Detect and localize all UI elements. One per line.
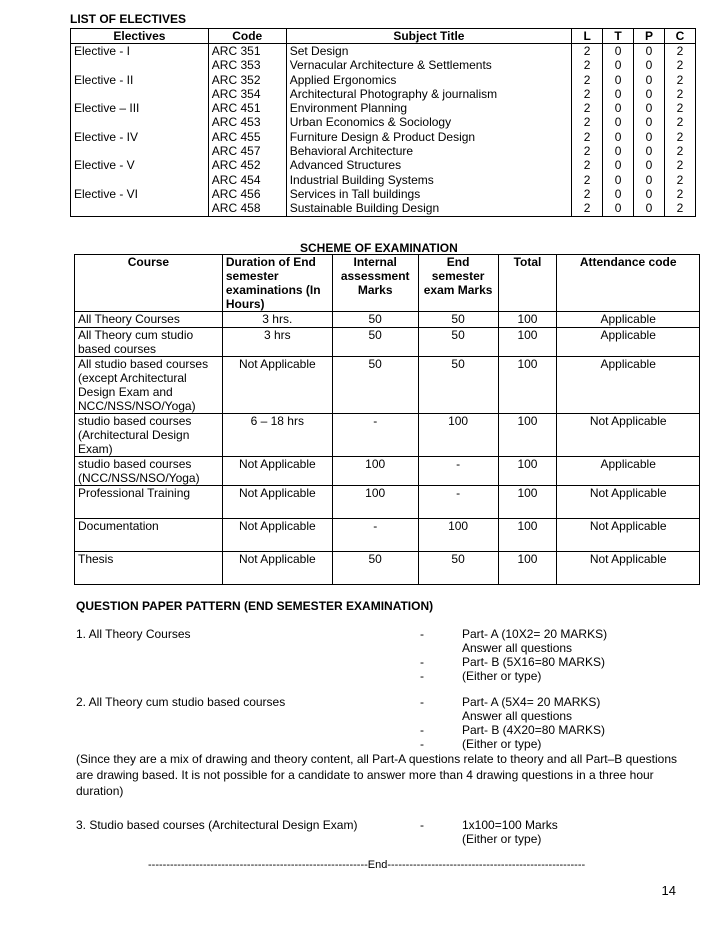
table-cell: ARC 458 — [208, 201, 286, 216]
table-cell: Elective - I — [71, 44, 209, 59]
table-cell: 2 — [572, 158, 603, 172]
table-cell: ARC 354 — [208, 87, 286, 101]
table-cell: Elective - IV — [71, 130, 209, 144]
table-row — [71, 44, 696, 59]
table-cell: 2 — [572, 58, 603, 72]
qp-item-1: 1. All Theory Courses — [76, 627, 191, 641]
table-cell: Advanced Structures — [286, 158, 571, 172]
table-cell: 0 — [603, 201, 634, 216]
table-cell: ARC 453 — [208, 115, 286, 129]
table-cell: ARC 352 — [208, 73, 286, 87]
table-cell: 2 — [572, 130, 603, 144]
table-row — [75, 414, 700, 457]
table-cell: 100 — [498, 357, 557, 414]
table-cell: Not Applicable — [222, 457, 332, 486]
table-cell: ARC 456 — [208, 187, 286, 201]
table-row — [71, 130, 696, 144]
table-cell: Architectural Photography & journalism — [286, 87, 571, 101]
qp-item-2-part-b: Part- B (4X20=80 MARKS) — [462, 723, 606, 737]
col-header: L — [572, 29, 603, 44]
table-cell: 2 — [665, 187, 696, 201]
qp-item-3: 3. Studio based courses (Architectural Design Exam) — [76, 818, 358, 832]
table-cell: 2 — [665, 158, 696, 172]
table-cell: 2 — [572, 87, 603, 101]
table-cell: - — [418, 457, 498, 486]
table-cell: Not Applicable — [222, 519, 332, 552]
col-header: Code — [208, 29, 286, 44]
table-cell: 6 – 18 hrs — [222, 414, 332, 457]
table-cell: 100 — [418, 414, 498, 457]
col-header: Subject Title — [286, 29, 571, 44]
table-cell: 2 — [665, 144, 696, 158]
table-cell: 0 — [634, 101, 665, 115]
table-cell: 0 — [634, 130, 665, 144]
table-cell: 0 — [603, 187, 634, 201]
table-cell: Sustainable Building Design — [286, 201, 571, 216]
table-cell: Vernacular Architecture & Settlements — [286, 58, 571, 72]
qp-item-2-part-a: Part- A (5X4= 20 MARKS) — [462, 695, 601, 709]
table-cell: 0 — [634, 87, 665, 101]
table-cell: 2 — [665, 58, 696, 72]
qp-item-3-note: (Either or type) — [462, 832, 542, 846]
table-cell: Elective - V — [71, 158, 209, 172]
table-cell: 0 — [603, 144, 634, 158]
table-cell: 2 — [665, 173, 696, 187]
table-cell: Services in Tall buildings — [286, 187, 571, 201]
table-cell: Not Applicable — [222, 357, 332, 414]
table-cell: 0 — [634, 44, 665, 59]
table-row — [75, 486, 700, 519]
dash: - — [420, 655, 424, 669]
table-row — [71, 101, 696, 115]
dash: - — [420, 737, 424, 751]
qp-item-2-part-a-note: Answer all questions — [462, 709, 573, 723]
qp-item-1-part-a-note: Answer all questions — [462, 641, 573, 655]
table-cell: 50 — [418, 328, 498, 357]
table-cell: Not Applicable — [557, 552, 700, 585]
dash: - — [420, 723, 424, 737]
table-cell: 0 — [603, 58, 634, 72]
table-cell: 2 — [572, 201, 603, 216]
col-header: Course — [75, 255, 223, 312]
table-cell: 0 — [634, 73, 665, 87]
col-header: Electives — [71, 29, 209, 44]
table-cell: Applied Ergonomics — [286, 73, 571, 87]
table-cell: Applicable — [557, 312, 700, 328]
table-row — [71, 73, 696, 87]
table-cell: 2 — [572, 187, 603, 201]
table-cell: 100 — [332, 486, 418, 519]
table-cell: Set Design — [286, 44, 571, 59]
table-cell: 50 — [332, 328, 418, 357]
table-cell: 100 — [498, 519, 557, 552]
electives-heading: LIST OF ELECTIVES — [70, 12, 187, 26]
table-row — [71, 87, 696, 101]
table-cell: 3 hrs. — [222, 312, 332, 328]
table-cell: Professional Training — [75, 486, 223, 519]
table-row — [71, 187, 696, 201]
electives-header-row — [71, 29, 696, 44]
table-cell: 2 — [572, 44, 603, 59]
table-cell — [71, 58, 209, 72]
qp-note: (Since they are a mix of drawing and theory content, all Part-A questions relate to theory and all Part–B questions are drawing based. It is not possible for a candidate to answer more than 4 drawing questions in a three hour duration) — [76, 752, 678, 798]
table-cell: 50 — [418, 357, 498, 414]
table-cell: 2 — [665, 130, 696, 144]
qp-item-2-part-b-note: (Either or type) — [462, 737, 542, 751]
col-header: Attendance code — [557, 255, 700, 312]
table-row — [75, 552, 700, 585]
table-cell: ARC 454 — [208, 173, 286, 187]
col-header: Duration of End semester examinations (In Hours) — [222, 255, 332, 312]
table-cell: ARC 451 — [208, 101, 286, 115]
table-cell: 2 — [572, 73, 603, 87]
table-cell: Behavioral Architecture — [286, 144, 571, 158]
dash: - — [420, 818, 424, 832]
table-cell: 2 — [665, 201, 696, 216]
table-row — [75, 312, 700, 328]
table-cell: 0 — [634, 158, 665, 172]
table-cell: Not Applicable — [557, 486, 700, 519]
table-cell: 50 — [332, 312, 418, 328]
table-cell: 100 — [498, 552, 557, 585]
table-cell: 0 — [603, 44, 634, 59]
col-header: Internal assessment Marks — [332, 255, 418, 312]
table-cell: Not Applicable — [557, 414, 700, 457]
table-cell: 0 — [634, 173, 665, 187]
table-cell: - — [332, 414, 418, 457]
table-cell: 100 — [498, 414, 557, 457]
table-cell: ARC 452 — [208, 158, 286, 172]
table-cell: 2 — [665, 87, 696, 101]
table-cell — [71, 201, 209, 216]
table-cell: Applicable — [557, 457, 700, 486]
table-cell: ARC 455 — [208, 130, 286, 144]
table-cell: Applicable — [557, 357, 700, 414]
exam-table — [74, 254, 700, 585]
col-header: C — [665, 29, 696, 44]
table-cell: ARC 457 — [208, 144, 286, 158]
qp-item-1-part-a: Part- A (10X2= 20 MARKS) — [462, 627, 608, 641]
table-cell: Applicable — [557, 328, 700, 357]
table-row — [75, 519, 700, 552]
table-row — [71, 201, 696, 216]
table-cell: Furniture Design & Product Design — [286, 130, 571, 144]
table-cell: 50 — [332, 552, 418, 585]
qp-item-2: 2. All Theory cum studio based courses — [76, 695, 286, 709]
table-cell: 3 hrs — [222, 328, 332, 357]
qp-heading: QUESTION PAPER PATTERN (END SEMESTER EXAMINATION) — [76, 599, 434, 613]
table-cell: 2 — [572, 144, 603, 158]
table-cell: Not Applicable — [222, 552, 332, 585]
table-cell: 100 — [332, 457, 418, 486]
table-cell: 2 — [572, 173, 603, 187]
table-cell: 0 — [603, 73, 634, 87]
col-header: P — [634, 29, 665, 44]
table-row — [71, 115, 696, 129]
table-cell: Not Applicable — [557, 519, 700, 552]
table-cell: 0 — [603, 87, 634, 101]
table-cell: 0 — [603, 158, 634, 172]
table-cell — [71, 144, 209, 158]
electives-table — [70, 28, 696, 217]
table-cell: 2 — [665, 115, 696, 129]
table-cell — [71, 87, 209, 101]
col-header: T — [603, 29, 634, 44]
table-row — [75, 357, 700, 414]
table-cell: Not Applicable — [222, 486, 332, 519]
qp-item-3-marks: 1x100=100 Marks — [462, 818, 558, 832]
table-cell: All Theory cum studio based courses — [75, 328, 223, 357]
table-cell: Elective - II — [71, 73, 209, 87]
table-cell: studio based courses (NCC/NSS/NSO/Yoga) — [75, 457, 223, 486]
table-cell: 50 — [332, 357, 418, 414]
table-cell — [71, 173, 209, 187]
table-cell: 0 — [634, 201, 665, 216]
dash: - — [420, 695, 424, 709]
table-cell — [71, 115, 209, 129]
table-cell: ARC 353 — [208, 58, 286, 72]
table-cell: 0 — [603, 101, 634, 115]
table-cell: ARC 351 — [208, 44, 286, 59]
table-cell: Documentation — [75, 519, 223, 552]
table-cell: All studio based courses (except Architectural Design Exam and NCC/NSS/NSO/Yoga) — [75, 357, 223, 414]
table-row — [75, 457, 700, 486]
table-row — [71, 173, 696, 187]
table-cell: 2 — [665, 73, 696, 87]
table-cell: Elective - VI — [71, 187, 209, 201]
col-header: End semester exam Marks — [418, 255, 498, 312]
dash: - — [420, 627, 424, 641]
table-cell: 50 — [418, 312, 498, 328]
table-cell: 2 — [572, 101, 603, 115]
col-header: Total — [498, 255, 557, 312]
table-cell: 2 — [665, 101, 696, 115]
table-cell: 0 — [603, 115, 634, 129]
table-cell: - — [332, 519, 418, 552]
exam-header-row — [75, 255, 700, 312]
table-cell: Thesis — [75, 552, 223, 585]
table-cell: 0 — [634, 187, 665, 201]
table-row — [71, 58, 696, 72]
qp-item-1-part-b-note: (Either or type) — [462, 669, 542, 683]
table-cell: 100 — [498, 328, 557, 357]
qp-item-1-part-b: Part- B (5X16=80 MARKS) — [462, 655, 606, 669]
end-line: ------------------------------------------------------------End------------------------------------------------------ — [148, 859, 586, 871]
table-cell: 0 — [634, 58, 665, 72]
dash: - — [420, 669, 424, 683]
table-row — [75, 328, 700, 357]
table-row — [71, 144, 696, 158]
table-cell: 100 — [498, 312, 557, 328]
exam-heading: SCHEME OF EXAMINATION — [300, 241, 458, 255]
table-cell: studio based courses (Architectural Design Exam) — [75, 414, 223, 457]
page-number: 14 — [661, 883, 676, 898]
table-row — [71, 158, 696, 172]
table-cell: 50 — [418, 552, 498, 585]
table-cell: 0 — [603, 130, 634, 144]
table-cell: Urban Economics & Sociology — [286, 115, 571, 129]
table-cell: Elective – III — [71, 101, 209, 115]
table-cell: 2 — [572, 115, 603, 129]
table-cell: - — [418, 486, 498, 519]
table-cell: 0 — [634, 144, 665, 158]
table-cell: 0 — [603, 173, 634, 187]
table-cell: Industrial Building Systems — [286, 173, 571, 187]
table-cell: 100 — [418, 519, 498, 552]
table-cell: Environment Planning — [286, 101, 571, 115]
table-cell: All Theory Courses — [75, 312, 223, 328]
table-cell: 0 — [634, 115, 665, 129]
table-cell: 100 — [498, 457, 557, 486]
table-cell: 100 — [498, 486, 557, 519]
table-cell: 2 — [665, 44, 696, 59]
